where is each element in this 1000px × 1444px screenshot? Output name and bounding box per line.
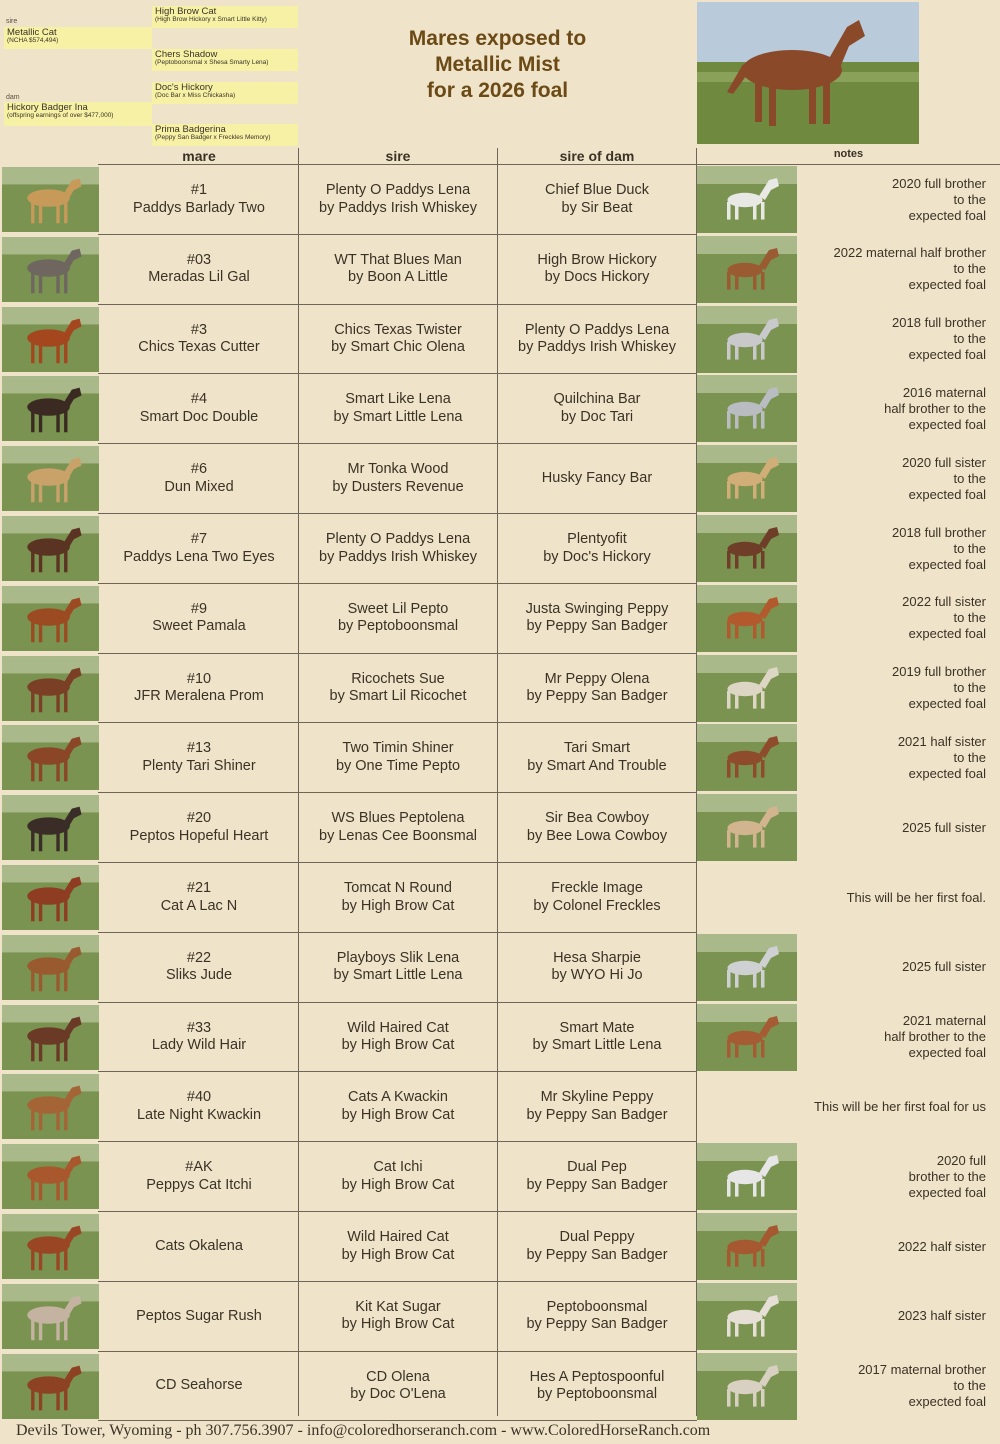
sire-line: by Smart Little Lena bbox=[333, 408, 463, 425]
notes-cell bbox=[814, 1072, 986, 1141]
sire-of-dam-line: Mr Peppy Olena bbox=[544, 670, 650, 687]
sibling-photo bbox=[697, 794, 797, 861]
page-title: Mares exposed to Metallic Mist for a 2026 foal bbox=[408, 27, 587, 102]
mare-cell bbox=[100, 863, 298, 932]
mare-name: Peppys Cat Itchi bbox=[146, 1176, 252, 1193]
notes-cell bbox=[902, 444, 986, 513]
note-line: expected foal bbox=[908, 277, 986, 293]
notes-cell bbox=[892, 654, 986, 723]
note-line: 2022 maternal half brother bbox=[833, 245, 986, 261]
mare-photo bbox=[2, 375, 99, 442]
mare-photo bbox=[2, 1143, 99, 1210]
mare-number: #20 bbox=[186, 810, 212, 827]
sire-of-dam-cell bbox=[498, 863, 696, 932]
sire-line: by Smart Lil Ricochet bbox=[329, 688, 467, 705]
table-row bbox=[0, 444, 1000, 513]
sire-of-dam-cell bbox=[498, 1282, 696, 1351]
sibling-photo bbox=[697, 1353, 797, 1420]
sibling-photo bbox=[697, 934, 797, 1001]
mare-number: #33 bbox=[186, 1019, 212, 1036]
notes-cell bbox=[892, 165, 986, 234]
sire-of-dam-line: Dual Peppy bbox=[559, 1229, 635, 1245]
sire-line: by Paddys Irish Whiskey bbox=[319, 199, 477, 216]
notes-cell bbox=[909, 1142, 986, 1211]
sire-line: Wild Haired Cat bbox=[347, 1229, 449, 1245]
sibling-photo bbox=[697, 375, 797, 442]
mare-cell bbox=[100, 444, 298, 513]
mare-cell bbox=[100, 235, 298, 304]
mare-name: Dun Mixed bbox=[164, 478, 234, 495]
pedigree-sire-sire: High Brow Cat (High Brow Hickory x Smart Little Kitty) bbox=[152, 6, 298, 28]
mare-cell bbox=[100, 514, 298, 583]
note-line: to the bbox=[953, 261, 986, 277]
sire-line: Plenty O Paddys Lena bbox=[325, 182, 471, 198]
sire-of-dam-line: by Peppy San Badger bbox=[526, 1246, 668, 1263]
column-header-sire: sire bbox=[385, 148, 411, 164]
note-line: 2019 full brother bbox=[892, 664, 986, 680]
sire-cell bbox=[299, 1072, 497, 1141]
table-row bbox=[0, 863, 1000, 932]
mare-photo bbox=[2, 585, 99, 652]
sire-line: Chics Texas Twister bbox=[334, 321, 462, 338]
sire-line: by Doc O'Lena bbox=[350, 1386, 446, 1403]
sire-of-dam-cell bbox=[498, 933, 696, 1002]
note-line: 2021 half sister bbox=[897, 733, 986, 749]
table-row bbox=[0, 1142, 1000, 1211]
sire-cell bbox=[299, 444, 497, 513]
mare-name: Chics Texas Cutter bbox=[138, 339, 260, 356]
page-header bbox=[0, 0, 1000, 148]
mare-name: Sweet Pamala bbox=[152, 618, 246, 635]
sire-of-dam-line: by Peppy San Badger bbox=[526, 618, 668, 635]
sire-line: Smart Like Lena bbox=[345, 391, 451, 408]
sire-line: by High Brow Cat bbox=[341, 1316, 455, 1333]
mare-cell bbox=[100, 1072, 298, 1141]
sire-of-dam-cell bbox=[498, 514, 696, 583]
sire-of-dam-cell bbox=[498, 1003, 696, 1072]
mare-name: Smart Doc Double bbox=[139, 408, 259, 425]
notes-cell bbox=[902, 584, 986, 653]
sire-cell bbox=[299, 584, 497, 653]
sire-of-dam-line: Hesa Sharpie bbox=[553, 949, 641, 966]
mare-number: #AK bbox=[185, 1159, 213, 1176]
mare-number: #13 bbox=[186, 740, 212, 757]
notes-cell bbox=[834, 235, 986, 304]
note-line: expected foal bbox=[908, 1045, 986, 1061]
pedigree-dam: Hickory Badger Ina (offspring earnings of over $477,000) bbox=[4, 102, 152, 126]
mare-cell bbox=[100, 1142, 298, 1211]
sire-line: Kit Kat Sugar bbox=[355, 1298, 441, 1315]
sire-line: Cat Ichi bbox=[373, 1159, 423, 1176]
sire-of-dam-line: by Sir Beat bbox=[561, 199, 633, 216]
contact-footer: Devils Tower, Wyoming - ph 307.756.3907 - info@coloredhorseranch.com - www.ColoredHorseRanch.com bbox=[16, 1422, 711, 1439]
sire-cell bbox=[299, 305, 497, 374]
sire-of-dam-line: by Docs Hickory bbox=[544, 269, 650, 286]
sire-cell bbox=[299, 1142, 497, 1211]
note-line: This will be her first foal for us bbox=[814, 1098, 986, 1114]
note-line: 2022 half sister bbox=[897, 1238, 986, 1254]
table-row bbox=[0, 654, 1000, 723]
table-row bbox=[0, 1212, 1000, 1281]
sire-line: by Peptoboonsmal bbox=[337, 618, 459, 635]
mare-cell bbox=[100, 165, 298, 234]
sire-of-dam-line: by Peppy San Badger bbox=[526, 1316, 668, 1333]
note-line: 2020 full sister bbox=[902, 454, 986, 470]
sibling-photo bbox=[697, 1283, 797, 1350]
sibling-photo bbox=[697, 236, 797, 303]
sire-of-dam-cell bbox=[498, 444, 696, 513]
sire-cell bbox=[299, 374, 497, 443]
sire-line: by Smart Chic Olena bbox=[331, 339, 465, 356]
notes-cell bbox=[898, 1212, 986, 1281]
notes-cell bbox=[898, 723, 986, 792]
mare-name: Cat A Lac N bbox=[160, 897, 238, 914]
notes-cell bbox=[847, 863, 986, 932]
pedigree-chart bbox=[0, 0, 300, 148]
sire-of-dam-cell bbox=[498, 1142, 696, 1211]
mare-name: Peptos Hopeful Heart bbox=[129, 827, 269, 844]
note-line: to the bbox=[953, 1378, 986, 1394]
note-line: 2021 maternal bbox=[902, 1013, 986, 1029]
table-row bbox=[0, 1072, 1000, 1141]
note-line: expected foal bbox=[908, 1184, 986, 1200]
sibling-photo bbox=[697, 585, 797, 652]
sire-of-dam-line: Plenty O Paddys Lena bbox=[524, 321, 670, 338]
mare-cell bbox=[100, 654, 298, 723]
table-row bbox=[0, 374, 1000, 443]
sire-line: by High Brow Cat bbox=[341, 1246, 455, 1263]
sire-line: by Lenas Cee Boonsmal bbox=[319, 827, 477, 844]
sire-of-dam-cell bbox=[498, 1072, 696, 1141]
sire-of-dam-cell bbox=[498, 374, 696, 443]
mare-name: Peptos Sugar Rush bbox=[136, 1307, 262, 1324]
mare-name: Sliks Jude bbox=[165, 967, 233, 984]
note-line: 2020 full bbox=[936, 1152, 986, 1168]
mare-number: #22 bbox=[186, 949, 212, 966]
sire-of-dam-cell bbox=[498, 1352, 696, 1421]
mare-cell bbox=[100, 793, 298, 862]
note-line: to the bbox=[953, 680, 986, 696]
sire-cell bbox=[299, 235, 497, 304]
note-line: 2018 full brother bbox=[892, 524, 986, 540]
note-line: 2018 full brother bbox=[892, 315, 986, 331]
note-line: to the bbox=[953, 610, 986, 626]
sire-line: Mr Tonka Wood bbox=[347, 461, 449, 478]
sire-of-dam-line: Peptoboonsmal bbox=[546, 1298, 648, 1315]
sibling-photo bbox=[697, 515, 797, 582]
sire-line: WS Blues Peptolena bbox=[331, 810, 465, 827]
mare-name: Plenty Tari Shiner bbox=[142, 757, 256, 774]
mare-number: #1 bbox=[190, 182, 208, 198]
sire-line: Cats A Kwackin bbox=[348, 1089, 448, 1106]
sire-line: by Paddys Irish Whiskey bbox=[319, 548, 477, 565]
sire-cell bbox=[299, 793, 497, 862]
mare-photo bbox=[2, 1073, 99, 1140]
notes-cell bbox=[892, 514, 986, 583]
note-line: expected foal bbox=[908, 626, 986, 642]
mare-cell bbox=[100, 584, 298, 653]
sire-line: WT That Blues Man bbox=[334, 251, 462, 268]
note-line: 2025 full sister bbox=[902, 959, 986, 975]
sire-of-dam-line: Dual Pep bbox=[567, 1159, 627, 1176]
sire-of-dam-line: by Peppy San Badger bbox=[526, 688, 668, 705]
mare-photo bbox=[2, 445, 99, 512]
sire-of-dam-line: Tari Smart bbox=[563, 740, 631, 757]
sibling-photo bbox=[697, 306, 797, 373]
mare-number: #7 bbox=[190, 531, 208, 547]
sire-line: by One Time Pepto bbox=[335, 757, 461, 774]
mare-number: #3 bbox=[190, 321, 208, 338]
column-header-notes: notes bbox=[833, 148, 864, 160]
sibling-photo bbox=[697, 166, 797, 233]
mare-name: Late Night Kwackin bbox=[136, 1106, 262, 1123]
sire-line: Sweet Lil Pepto bbox=[347, 600, 449, 617]
sibling-photo bbox=[697, 1143, 797, 1210]
notes-cell bbox=[902, 793, 986, 862]
sire-line: by Boon A Little bbox=[348, 269, 448, 286]
note-line: to the bbox=[953, 749, 986, 765]
note-line: expected foal bbox=[908, 1394, 986, 1410]
note-line: expected foal bbox=[908, 416, 986, 432]
sire-cell bbox=[299, 514, 497, 583]
mare-photo bbox=[2, 1004, 99, 1071]
sire-of-dam-line: by Doc's Hickory bbox=[543, 548, 651, 565]
sire-of-dam-line: by Bee Lowa Cowboy bbox=[526, 827, 668, 844]
sire-of-dam-line: Husky Fancy Bar bbox=[541, 469, 653, 486]
note-line: 2022 full sister bbox=[902, 594, 986, 610]
note-line: expected foal bbox=[908, 486, 986, 502]
note-line: 2017 maternal brother bbox=[858, 1362, 986, 1378]
table-row bbox=[0, 514, 1000, 583]
sire-of-dam-cell bbox=[498, 235, 696, 304]
mare-name: Lady Wild Hair bbox=[151, 1037, 247, 1054]
stallion-photo bbox=[697, 2, 919, 144]
mare-photo bbox=[2, 1213, 99, 1280]
mare-number: #40 bbox=[186, 1089, 212, 1106]
note-line: 2025 full sister bbox=[902, 819, 986, 835]
sire-line: Playboys Slik Lena bbox=[336, 949, 460, 966]
sire-of-dam-line: Freckle Image bbox=[551, 880, 643, 896]
mare-cell bbox=[100, 933, 298, 1002]
sire-of-dam-cell bbox=[498, 723, 696, 792]
note-line: to the bbox=[953, 331, 986, 347]
sire-of-dam-line: Quilchina Bar bbox=[553, 391, 641, 408]
notes-cell bbox=[898, 1282, 986, 1351]
notes-cell bbox=[858, 1352, 986, 1421]
sire-cell bbox=[299, 1282, 497, 1351]
note-line: expected foal bbox=[908, 347, 986, 363]
notes-cell bbox=[902, 933, 986, 1002]
sire-of-dam-line: Smart Mate bbox=[559, 1019, 635, 1036]
note-line: to the bbox=[953, 470, 986, 486]
sire-of-dam-line: Hes A Peptospoonful bbox=[529, 1368, 665, 1385]
mare-photo bbox=[2, 794, 99, 861]
note-line: expected foal bbox=[908, 696, 986, 712]
notes-cell bbox=[892, 305, 986, 374]
sire-label: sire bbox=[6, 18, 18, 25]
note-line: brother to the bbox=[908, 1168, 986, 1184]
note-line: to the bbox=[953, 191, 986, 207]
sire-cell bbox=[299, 1352, 497, 1421]
sire-of-dam-line: High Brow Hickory bbox=[537, 251, 657, 268]
mare-photo bbox=[2, 1353, 99, 1420]
sire-of-dam-line: by Peptoboonsmal bbox=[536, 1386, 658, 1403]
table-row bbox=[0, 165, 1000, 234]
mare-photo bbox=[2, 724, 99, 791]
note-line: 2016 maternal bbox=[902, 384, 986, 400]
sire-line: by Smart Little Lena bbox=[333, 967, 463, 984]
sire-of-dam-line: Plentyofit bbox=[567, 531, 627, 547]
sire-of-dam-line: by Paddys Irish Whiskey bbox=[518, 339, 676, 356]
mare-photo bbox=[2, 864, 99, 931]
table-row bbox=[0, 1003, 1000, 1072]
sire-line: Plenty O Paddys Lena bbox=[325, 531, 471, 547]
sire-of-dam-cell bbox=[498, 165, 696, 234]
sire-line: by High Brow Cat bbox=[341, 1176, 455, 1193]
pedigree-dam-sire: Doc's Hickory (Doc Bar x Miss Chickasha) bbox=[152, 82, 298, 104]
mare-name: Cats Okalena bbox=[155, 1237, 243, 1254]
sibling-photo bbox=[697, 445, 797, 512]
column-header-sire-of-dam: sire of dam bbox=[559, 148, 635, 164]
mare-cell bbox=[100, 305, 298, 374]
sibling-photo bbox=[697, 655, 797, 722]
sire-line: by High Brow Cat bbox=[341, 1037, 455, 1054]
mare-photo bbox=[2, 934, 99, 1001]
mare-number: #10 bbox=[186, 670, 212, 687]
mare-photo bbox=[2, 306, 99, 373]
table-row bbox=[0, 235, 1000, 304]
mare-cell bbox=[100, 1352, 298, 1421]
sibling-photo bbox=[697, 1004, 797, 1071]
mare-name: JFR Meralena Prom bbox=[134, 688, 264, 705]
sire-cell bbox=[299, 1212, 497, 1281]
table-row bbox=[0, 305, 1000, 374]
mare-photo bbox=[2, 166, 99, 233]
sire-of-dam-line: by Peppy San Badger bbox=[526, 1106, 668, 1123]
sire-line: by Dusters Revenue bbox=[332, 478, 464, 495]
note-line: expected foal bbox=[908, 556, 986, 572]
sire-of-dam-line: by Peppy San Badger bbox=[526, 1176, 668, 1193]
table-row bbox=[0, 793, 1000, 862]
sibling-photo bbox=[697, 1213, 797, 1280]
dam-label: dam bbox=[6, 94, 20, 101]
sire-of-dam-cell bbox=[498, 584, 696, 653]
sire-of-dam-line: by Colonel Freckles bbox=[533, 897, 661, 914]
sire-of-dam-line: Sir Bea Cowboy bbox=[545, 810, 649, 827]
mare-cell bbox=[100, 1282, 298, 1351]
sire-of-dam-cell bbox=[498, 654, 696, 723]
sire-line: Wild Haired Cat bbox=[347, 1019, 449, 1036]
note-line: expected foal bbox=[908, 765, 986, 781]
sibling-photo bbox=[697, 724, 797, 791]
mare-number: #03 bbox=[186, 251, 212, 268]
mare-cell bbox=[100, 1212, 298, 1281]
table-row bbox=[0, 584, 1000, 653]
mare-number: #21 bbox=[186, 880, 212, 896]
sire-cell bbox=[299, 863, 497, 932]
mare-number: #6 bbox=[190, 461, 208, 478]
notes-cell bbox=[884, 1003, 986, 1072]
pedigree-dam-dam: Prima Badgerina (Peppy San Badger x Freckles Memory) bbox=[152, 124, 298, 146]
mare-photo bbox=[2, 515, 99, 582]
mare-photo bbox=[2, 1283, 99, 1350]
sire-cell bbox=[299, 933, 497, 1002]
mare-photo bbox=[2, 655, 99, 722]
sire-cell bbox=[299, 1003, 497, 1072]
note-line: 2023 half sister bbox=[897, 1308, 986, 1324]
note-line: expected foal bbox=[908, 207, 986, 223]
sire-of-dam-cell bbox=[498, 305, 696, 374]
sire-of-dam-cell bbox=[498, 1212, 696, 1281]
sire-cell bbox=[299, 165, 497, 234]
sire-cell bbox=[299, 723, 497, 792]
sire-line: by High Brow Cat bbox=[341, 1106, 455, 1123]
note-line: half brother to the bbox=[884, 1029, 986, 1045]
sire-of-dam-cell bbox=[498, 793, 696, 862]
sire-of-dam-line: Mr Skyline Peppy bbox=[540, 1089, 654, 1106]
note-line: 2020 full brother bbox=[892, 175, 986, 191]
table-row bbox=[0, 723, 1000, 792]
sire-of-dam-line: by Smart And Trouble bbox=[527, 757, 667, 774]
note-line: This will be her first foal. bbox=[846, 889, 986, 905]
mare-name: Meradas Lil Gal bbox=[148, 269, 250, 286]
mare-photo bbox=[2, 236, 99, 303]
mare-cell bbox=[100, 1003, 298, 1072]
sire-of-dam-line: by Smart Little Lena bbox=[532, 1037, 662, 1054]
notes-cell bbox=[884, 374, 986, 443]
mare-name: CD Seahorse bbox=[155, 1377, 243, 1394]
table-row bbox=[0, 1352, 1000, 1421]
mare-number: #4 bbox=[190, 391, 208, 408]
sire-line: Ricochets Sue bbox=[351, 670, 445, 687]
sire-line: Two Timin Shiner bbox=[342, 740, 454, 757]
sire-line: by High Brow Cat bbox=[341, 897, 455, 914]
table-row bbox=[0, 933, 1000, 1002]
sire-line: CD Olena bbox=[366, 1368, 430, 1385]
mare-cell bbox=[100, 374, 298, 443]
mare-name: Paddys Lena Two Eyes bbox=[123, 548, 275, 565]
pedigree-sire-dam: Chers Shadow (Peptoboonsmal x Shesa Smarty Lena) bbox=[152, 49, 298, 71]
sire-of-dam-line: Chief Blue Duck bbox=[545, 182, 649, 198]
sire-line: Tomcat N Round bbox=[344, 880, 452, 896]
pedigree-sire: Metallic Cat (NCHA $574,494) bbox=[4, 27, 152, 49]
sire-of-dam-line: by WYO Hi Jo bbox=[551, 967, 643, 984]
note-line: half brother to the bbox=[884, 400, 986, 416]
note-line: to the bbox=[953, 540, 986, 556]
column-header-mare: mare bbox=[182, 148, 216, 164]
sire-of-dam-line: Justa Swinging Peppy bbox=[525, 600, 669, 617]
mare-name: Paddys Barlady Two bbox=[133, 199, 265, 216]
sire-cell bbox=[299, 654, 497, 723]
table-row bbox=[0, 1282, 1000, 1351]
mare-cell bbox=[100, 723, 298, 792]
mare-number: #9 bbox=[190, 600, 208, 617]
sire-of-dam-line: by Doc Tari bbox=[560, 408, 634, 425]
